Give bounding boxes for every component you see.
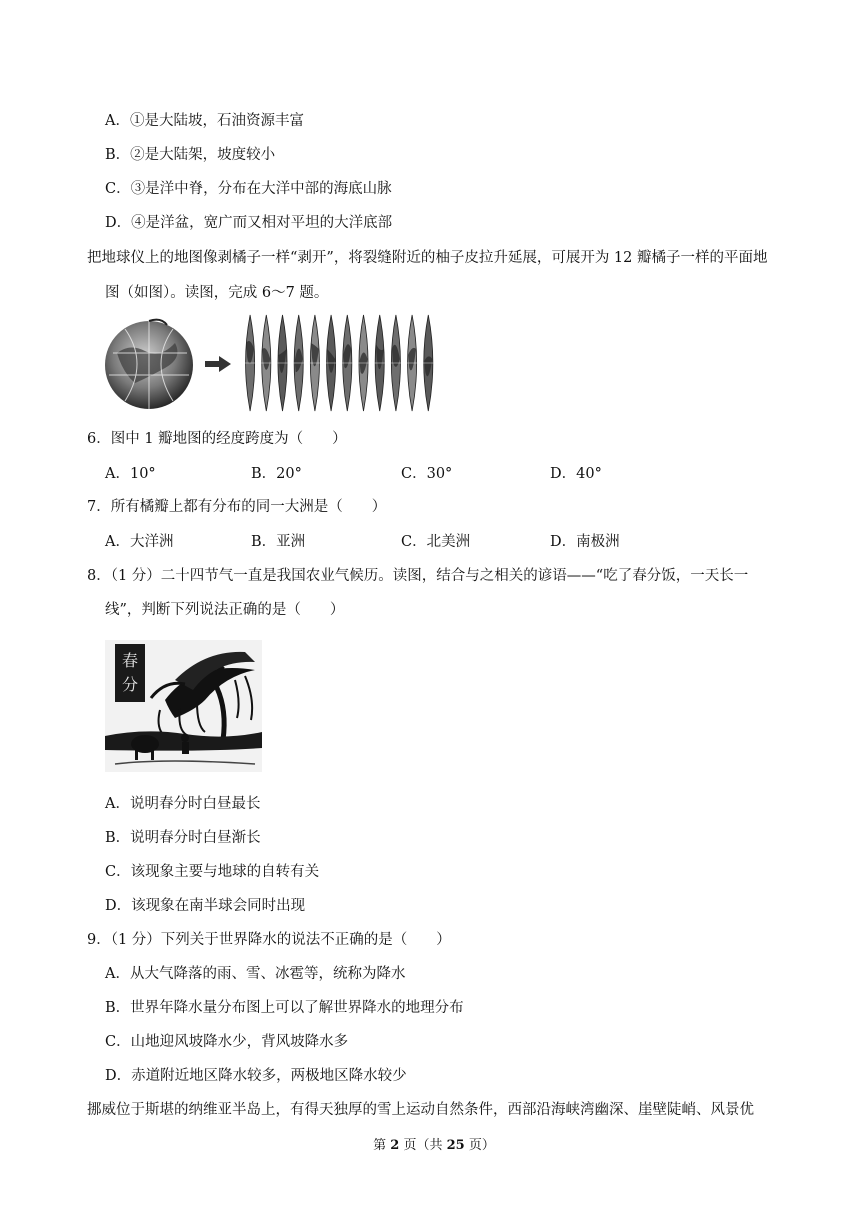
q8-option-b: B．说明春分时白昼渐长 <box>105 830 261 846</box>
intro-next-line: 挪威位于斯堪的纳维亚半岛上，有得天独厚的雪上运动自然条件，西部沿海峡湾幽深、崖壁陡峭、风景优 <box>87 1102 754 1118</box>
intro-6-7-line2: 图（如图）。读图，完成 6～7 题。 <box>105 285 329 301</box>
q8-stem-line1: 8．（1 分）二十四节气一直是我国农业气候历。读图，结合与之相关的谚语——“吃了春分饭，一天长一 <box>87 568 749 584</box>
footer-total-pages: 25 <box>446 1138 465 1153</box>
q6-option-c: C．30° <box>401 466 453 482</box>
q6-option-b: B．20° <box>251 466 302 482</box>
q9-stem: 9．（1 分）下列关于世界降水的说法不正确的是（ ） <box>87 932 451 948</box>
q5-option-c: C．③是洋中脊，分布在大洋中部的海底山脉 <box>105 181 392 197</box>
globe-icon <box>105 320 193 409</box>
q5-option-b: B．②是大陆架，坡度较小 <box>105 147 276 163</box>
q9-option-b: B．世界年降水量分布图上可以了解世界降水的地理分布 <box>105 1000 464 1016</box>
figure-label-char-1: 春 <box>121 651 139 670</box>
spring-equinox-figure <box>105 640 262 772</box>
q6-stem: 6．图中 1 瓣地图的经度跨度为（ ） <box>87 431 347 447</box>
farmer-icon <box>181 734 189 742</box>
figure-label-char-2: 分 <box>121 675 139 694</box>
q8-stem-line2: 线”，判断下列说法正确的是（ ） <box>105 602 345 618</box>
q7-option-c: C．北美洲 <box>401 534 471 550</box>
intro-6-7-line1: 把地球仪上的地图像剥橘子一样“剥开”，将裂缝附近的柚子皮拉升延展，可展开为 12 瓣橘子一样的平面地 <box>87 250 768 266</box>
q8-option-a: A．说明春分时白昼最长 <box>105 796 261 812</box>
spring-equinox-svg <box>105 640 262 772</box>
q7-option-a: A．大洋洲 <box>105 534 174 550</box>
page-footer <box>0 1137 868 1155</box>
footer-page-number: 2 <box>390 1138 400 1153</box>
q5-option-d: D．④是洋盆，宽广而又相对平坦的大洋底部 <box>105 215 393 231</box>
globe-peel-svg <box>105 313 440 413</box>
q6-options <box>105 464 705 484</box>
q9-option-a: A．从大气降落的雨、雪、冰雹等，统称为降水 <box>105 966 406 982</box>
q8-option-d: D．该现象在南半球会同时出现 <box>105 898 306 914</box>
q6-option-d: D．40° <box>550 466 602 482</box>
arrow-right-icon <box>205 356 231 372</box>
q8-option-c: C．该现象主要与地球的自转有关 <box>105 864 320 880</box>
footer-suffix: 页） <box>464 1138 495 1153</box>
globe-peel-figure <box>105 313 440 413</box>
q7-option-d: D．南极洲 <box>550 534 620 550</box>
q6-option-a: A．10° <box>105 466 156 482</box>
q7-options <box>105 532 705 552</box>
q7-stem: 7．所有橘瓣上都有分布的同一大洲是（ ） <box>87 499 387 515</box>
footer-prefix: 第 <box>373 1138 391 1153</box>
orange-peel-map <box>242 315 436 411</box>
q5-option-a: A．①是大陆坡，石油资源丰富 <box>105 113 304 129</box>
q9-option-c: C．山地迎风坡降水少，背风坡降水多 <box>105 1034 349 1050</box>
q9-option-d: D．赤道附近地区降水较多，两极地区降水较少 <box>105 1068 407 1084</box>
footer-middle: 页（共 <box>399 1138 447 1153</box>
q7-option-b: B．亚洲 <box>251 534 306 550</box>
